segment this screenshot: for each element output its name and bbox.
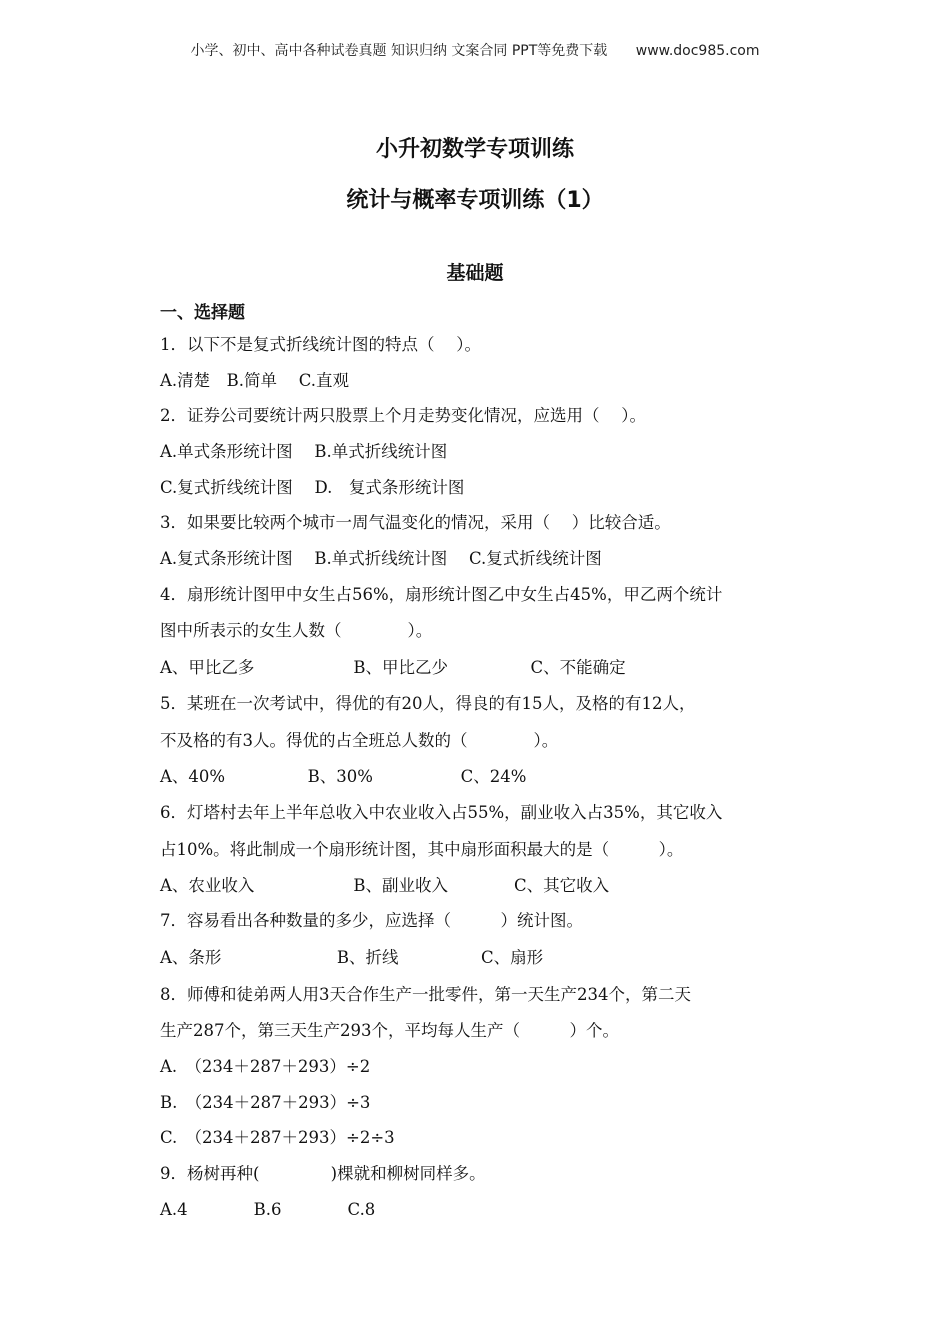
main-title: 小升初数学专项训练 [375, 137, 574, 162]
answer-options: A.4 B.6 C.8 [160, 1200, 376, 1219]
part-heading: 一、选择题 [160, 303, 245, 323]
answer-options: A、甲比乙多 B、甲比乙少 C、不能确定 [160, 658, 626, 677]
question-line: 3．如果要比较两个城市一周气温变化的情况，采用（ ）比较合适。 [160, 513, 671, 532]
answer-options: A.复式条形统计图 B.单式折线统计图 C.复式折线统计图 [160, 549, 602, 568]
question-line: 9．杨树再种( )棵就和柳树同样多。 [160, 1164, 486, 1183]
answer-options: C. （234＋287＋293）÷2÷3 [160, 1128, 395, 1147]
header-site-link[interactable]: www.doc985.com [635, 43, 760, 59]
answer-options: A、农业收入 B、副业收入 C、其它收入 [160, 876, 610, 895]
question-line: 生产287个，第三天生产293个，平均每人生产（ ）个。 [160, 1021, 619, 1040]
question-line: 2．证券公司要统计两只股票上个月走势变化情况，应选用（ ）。 [160, 406, 646, 425]
question-line: 7．容易看出各种数量的多少，应选择（ ）统计图。 [160, 911, 583, 930]
section-heading: 基础题 [446, 262, 504, 284]
question-line: 8．师傅和徒弟两人用3天合作生产一批零件，第一天生产234个，第二天 [160, 985, 691, 1004]
header-text: 小学、初中、高中各种试卷真题 知识归纳 文案合同 PPT等免费下载 [190, 43, 608, 59]
question-line: 5．某班在一次考试中，得优的有20人，得良的有15人，及格的有12人， [160, 694, 696, 713]
question-line: 6．灯塔村去年上半年总收入中农业收入占55%，副业收入占35%，其它收入 [160, 803, 723, 822]
answer-options: B. （234＋287＋293）÷3 [160, 1093, 371, 1112]
question-line: 1．以下不是复式折线统计图的特点（ ）。 [160, 335, 481, 354]
answer-options: A、条形 B、折线 C、扇形 [160, 948, 544, 967]
question-line: 不及格的有3人。得优的占全班总人数的（ ）。 [160, 731, 559, 750]
answer-options: C.复式折线统计图 D. 复式条形统计图 [160, 478, 465, 497]
sub-title: 统计与概率专项训练（1） [346, 188, 604, 213]
answer-options: A.单式条形统计图 B.单式折线统计图 [160, 442, 448, 461]
answer-options: A. （234＋287＋293）÷2 [160, 1057, 371, 1076]
question-line: 图中所表示的女生人数（ ）。 [160, 621, 433, 640]
page-header [0, 40, 950, 60]
question-line: 4．扇形统计图甲中女生占56%，扇形统计图乙中女生占45%，甲乙两个统计 [160, 585, 723, 604]
answer-options: A、40% B、30% C、24% [160, 767, 527, 786]
answer-options: A.清楚 B.简单 C.直观 [160, 371, 350, 390]
question-line: 占10%。将此制成一个扇形统计图，其中扇形面积最大的是（ ）。 [160, 840, 684, 859]
